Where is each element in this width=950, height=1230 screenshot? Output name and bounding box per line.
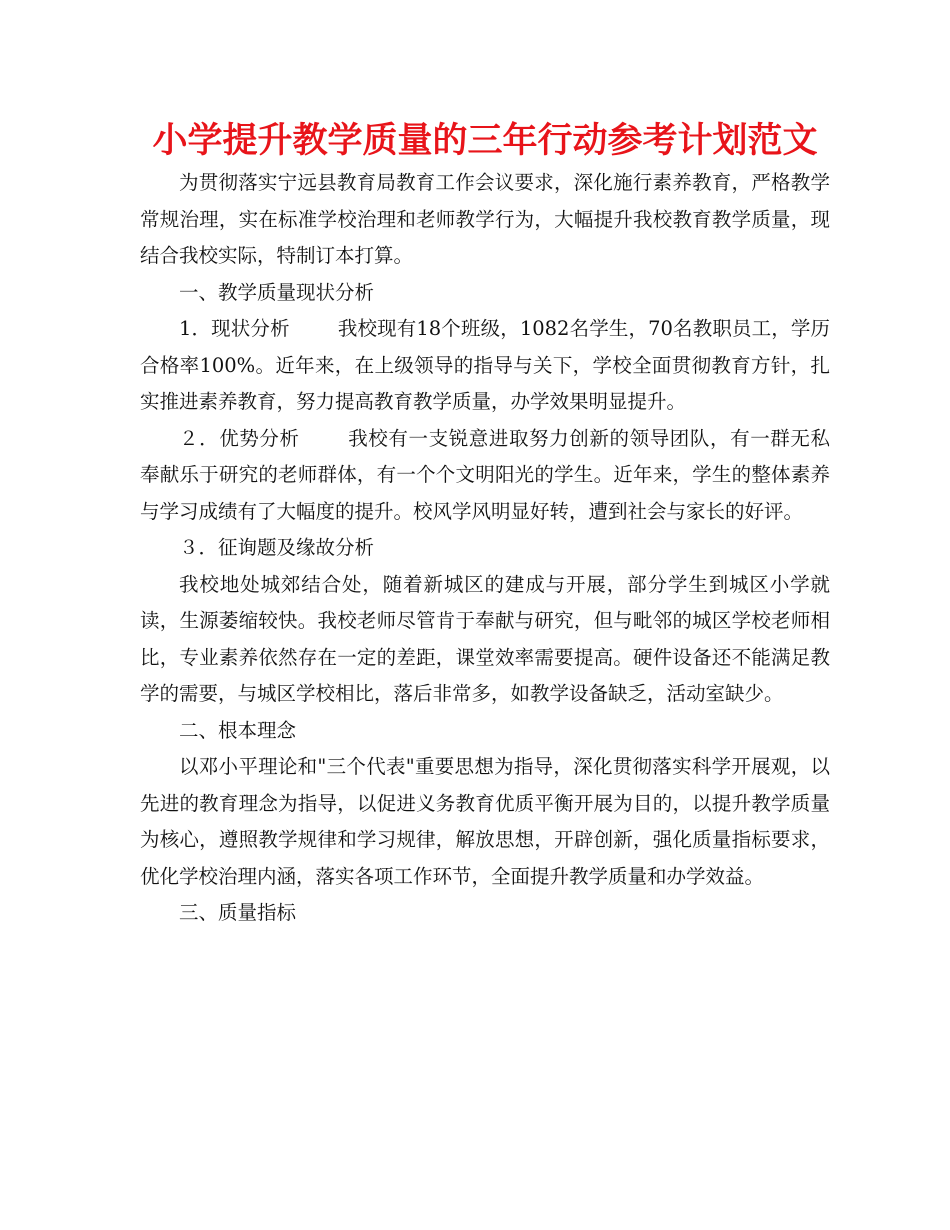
section2-paragraph: 以邓小平理论和"三个代表"重要思想为指导，深化贯彻落实科学开展观，以先进的教育理念为指导，以促进义务教育优质平衡开展为目的，以提升教学质量为核心，遵照教学规律和学习规律，解放思想，开辟创新，强化质量指标要求，优化学校治理内涵，落实各项工作环节，全面提升教学质量和办学效益。 (140, 755, 830, 888)
s1-item2-label: ２．优势分析 (179, 426, 300, 450)
section1-heading: 一、教学质量现状分析 (179, 280, 375, 304)
s1-item3-label: ３．征询题及缘故分析 (179, 536, 375, 559)
s1-item3-paragraph: 我校地处城郊结合处，随着新城区的建成与开展，部分学生到城区小学就读，生源萎缩较快。我校老师尽管肯于奉献与研究，但与毗邻的城区学校老师相比，专业素养依然存在一定的差距，课堂效率需要提高。硬件设备还不能满足教学的需要，与城区学校相比，落后非常多，如教学设备缺乏，活动室缺少。 (140, 572, 830, 705)
document-page (140, 118, 830, 932)
s1-item2-paragraph (140, 421, 830, 531)
section2-heading: 二、根本理念 (179, 718, 297, 742)
s1-item1-label: 1．现状分析 (179, 317, 290, 340)
document-title: 小学提升教学质量的三年行动参考计划范文 (152, 121, 818, 161)
section3-heading: 三、质量指标 (179, 901, 297, 924)
s1-item1-text: 我校现有18个班级，1082名学生，70名教职员工，学历合格率100%。近年来，在上级领导的指导与关下，学校全面贯彻教育方针，扎实推进素养教育，努力提高教育教学质量，办学效果明显提升。 (140, 317, 830, 413)
s1-item1-paragraph (140, 311, 830, 421)
s1-item2-text: 我校有一支锐意进取努力创新的领导团队，有一群无私奉献乐于研究的老师群体，有一个个文明阳光的学生。近年来，学生的整体素养与学习成绩有了大幅度的提升。校风学风明显好转，遭到社会与家长的好评。 (140, 426, 830, 523)
intro-paragraph: 为贯彻落实宁远县教育局教育工作会议要求，深化施行素养教育，严格教学常规治理，实在标准学校治理和老师教学行为，大幅提升我校教育教学质量，现结合我校实际，特制订本打算。 (140, 171, 830, 267)
